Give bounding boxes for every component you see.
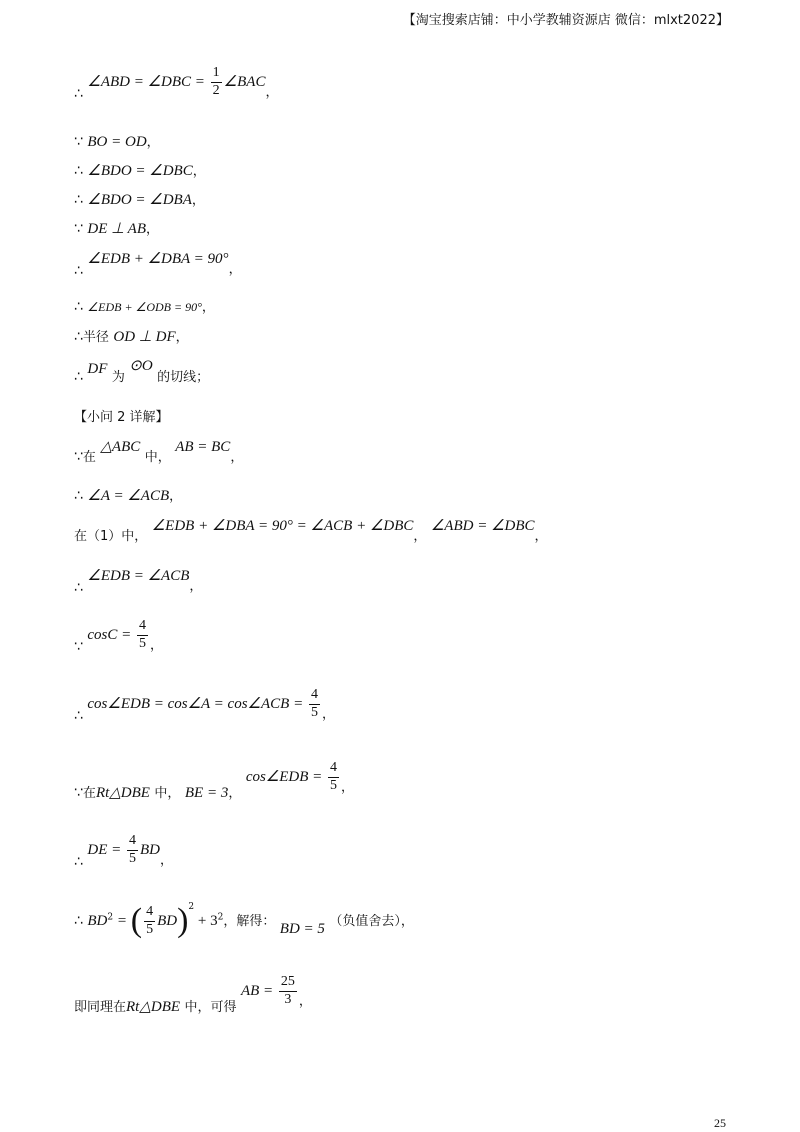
- expr: ∠EDB + ∠DBA = 90°: [87, 251, 229, 267]
- therefore-symbol: ∴: [74, 299, 83, 315]
- fraction-numerator: 1: [211, 66, 222, 83]
- comma: ，: [298, 994, 312, 1010]
- comma: ，: [146, 135, 160, 150]
- line-de-perp-ab: [74, 222, 159, 237]
- fraction-denominator: 5: [330, 777, 338, 793]
- fraction-denominator: 5: [129, 850, 136, 866]
- equals: =: [113, 913, 131, 929]
- sub-question-title: 【小问 2 详解】: [74, 410, 169, 425]
- fraction-numerator: 4: [127, 834, 138, 851]
- therefore-symbol: ∴: [74, 163, 83, 179]
- line-solve-bd: [74, 904, 414, 938]
- comma: ，: [534, 529, 548, 544]
- therefore-symbol: ∴: [74, 192, 83, 208]
- line-edb-eq-acb: [74, 568, 203, 596]
- fraction-four-fifths: [328, 761, 339, 793]
- exponent: 2: [107, 912, 114, 923]
- comma: ，: [160, 853, 174, 869]
- therefore-symbol: ∴: [74, 488, 83, 504]
- fraction-denominator: 5: [146, 921, 154, 937]
- expr-be: BE = 3: [184, 785, 229, 802]
- comma: ，: [191, 193, 205, 208]
- line-abd-eq-half-bac: [74, 65, 279, 103]
- because-symbol: ∵: [74, 785, 83, 802]
- because-symbol: ∵: [74, 221, 83, 237]
- fraction-numerator: 4: [309, 688, 320, 705]
- exponent: 2: [188, 902, 195, 913]
- fraction-numerator: 25: [279, 975, 297, 992]
- line-cos-chain: [74, 687, 335, 725]
- therefore-symbol: ∴: [74, 854, 83, 871]
- comma: ，: [230, 450, 244, 465]
- line-bdo-eq-dba: [74, 193, 205, 208]
- therefore-symbol: ∴: [74, 263, 83, 279]
- line-edb-plus-odb: [74, 300, 215, 314]
- label-wei: 为: [111, 370, 125, 385]
- line-in-rt-dbe: [74, 760, 355, 802]
- line-tangent: [74, 358, 210, 385]
- label-solve: ，解得：: [223, 914, 276, 929]
- fraction-numerator: 4: [328, 761, 339, 778]
- because-symbol: ∵: [74, 639, 83, 656]
- circle-o: ⊙O: [129, 358, 153, 374]
- fraction-numerator: 4: [137, 619, 148, 636]
- left-paren: (: [130, 902, 143, 939]
- label-obtain: 中，可得: [184, 1000, 237, 1016]
- inner-bd: BD: [157, 913, 178, 929]
- line-radius-perp: [74, 330, 189, 345]
- comma: ，: [321, 707, 335, 723]
- comma: ，: [201, 300, 215, 315]
- bd-term: BD: [87, 913, 108, 929]
- fraction-denominator: 5: [139, 635, 146, 651]
- expr: ∠EDB + ∠ODB = 90°: [87, 300, 202, 314]
- expr: BO = OD: [87, 134, 147, 150]
- comma: ，: [341, 780, 355, 796]
- label-similarly: 即同理在: [74, 1000, 127, 1016]
- expr: ∠A = ∠ACB: [87, 488, 170, 504]
- line-in-part-one: [74, 518, 548, 544]
- page-number: 25: [714, 1116, 726, 1130]
- fraction-denominator: 5: [310, 704, 318, 720]
- radius-label: 半径: [82, 330, 109, 345]
- triangle-rt-dbe: Rt△DBE: [126, 999, 181, 1016]
- expr-two: ∠ABD = ∠DBC: [430, 518, 535, 534]
- expr-left: cosC =: [87, 627, 135, 644]
- expr-right: ∠BAC: [223, 74, 266, 91]
- expr-right: BD: [140, 842, 160, 859]
- triangle-rt-dbe: Rt△DBE: [95, 785, 150, 802]
- triangle-abc: △ABC: [100, 439, 141, 455]
- expr-left: ∠ABD = ∠DBC =: [87, 74, 209, 91]
- fraction-denominator: 2: [212, 82, 220, 98]
- therefore-symbol: ∴: [74, 369, 83, 385]
- line-bo-eq-od: [74, 135, 160, 150]
- expr-one: ∠EDB + ∠DBA = 90° = ∠ACB + ∠DBC: [151, 518, 414, 534]
- line-cosc: [74, 618, 164, 656]
- because-symbol: ∵: [74, 134, 83, 150]
- expr-left: cos∠EDB = cos∠A = cos∠ACB =: [87, 696, 307, 713]
- line-in-triangle-abc: [74, 439, 244, 465]
- comma: ，: [265, 85, 279, 101]
- comma: ，: [228, 786, 242, 802]
- line-a-eq-acb: [74, 489, 182, 504]
- expr: OD ⊥ DF: [113, 329, 176, 345]
- label-tangent: 的切线；: [157, 370, 210, 385]
- fraction-half: [211, 66, 222, 98]
- label-middle: 中，: [154, 786, 181, 802]
- label-in-part-one: 在（1）中，: [74, 529, 148, 544]
- expr-cos-left: cos∠EDB =: [245, 769, 327, 786]
- fraction-four-fifths: [127, 834, 138, 866]
- label-in: 在: [82, 786, 96, 802]
- comma: ，: [146, 222, 160, 237]
- fraction-25-thirds: [279, 975, 297, 1007]
- expr-bd-eq-five: BD = 5: [279, 921, 325, 937]
- expr: ∠BDO = ∠DBA: [87, 192, 192, 208]
- line-ab-result: [74, 974, 312, 1016]
- fraction-denominator: 3: [284, 991, 292, 1007]
- label-discard-negative: （负值舍去），: [329, 914, 414, 929]
- expr-left: DE =: [87, 842, 125, 859]
- header-shop-info: 【淘宝搜索店铺：中小学教辅资源店 微信：mlxt2022】: [402, 13, 729, 28]
- expr: DE ⊥ AB: [87, 221, 146, 237]
- label-middle: 中，: [144, 450, 171, 465]
- exponent: 2: [217, 912, 224, 923]
- line-de-eq: [74, 833, 174, 871]
- therefore-symbol: ∴: [74, 913, 83, 929]
- comma: ，: [192, 164, 206, 179]
- line-edb-plus-dba: [74, 251, 242, 279]
- comma: ，: [169, 489, 183, 504]
- comma: ，: [175, 330, 189, 345]
- expr: ∠BDO = ∠DBC: [87, 163, 193, 179]
- expr: DF: [87, 361, 108, 377]
- fraction-four-fifths: [309, 688, 320, 720]
- therefore-symbol: ∴: [74, 329, 83, 345]
- fraction-four-fifths: [144, 905, 155, 937]
- fraction-four-fifths: [137, 619, 148, 651]
- expr: ∠EDB = ∠ACB: [87, 568, 190, 584]
- plus-three: + 3: [194, 913, 218, 929]
- comma: ，: [228, 262, 242, 277]
- right-paren: ): [177, 902, 189, 939]
- expr: AB = BC: [175, 439, 231, 455]
- therefore-symbol: ∴: [74, 86, 83, 103]
- comma: ，: [150, 638, 164, 654]
- comma: ，: [413, 529, 427, 544]
- comma: ，: [189, 579, 203, 594]
- line-bdo-eq-dbc: [74, 164, 206, 179]
- label-in: 在: [82, 450, 96, 465]
- therefore-symbol: ∴: [74, 708, 83, 725]
- therefore-symbol: ∴: [74, 580, 83, 596]
- because-symbol: ∵: [74, 449, 83, 465]
- fraction-numerator: 4: [144, 905, 155, 922]
- expr-left: AB =: [240, 983, 277, 1000]
